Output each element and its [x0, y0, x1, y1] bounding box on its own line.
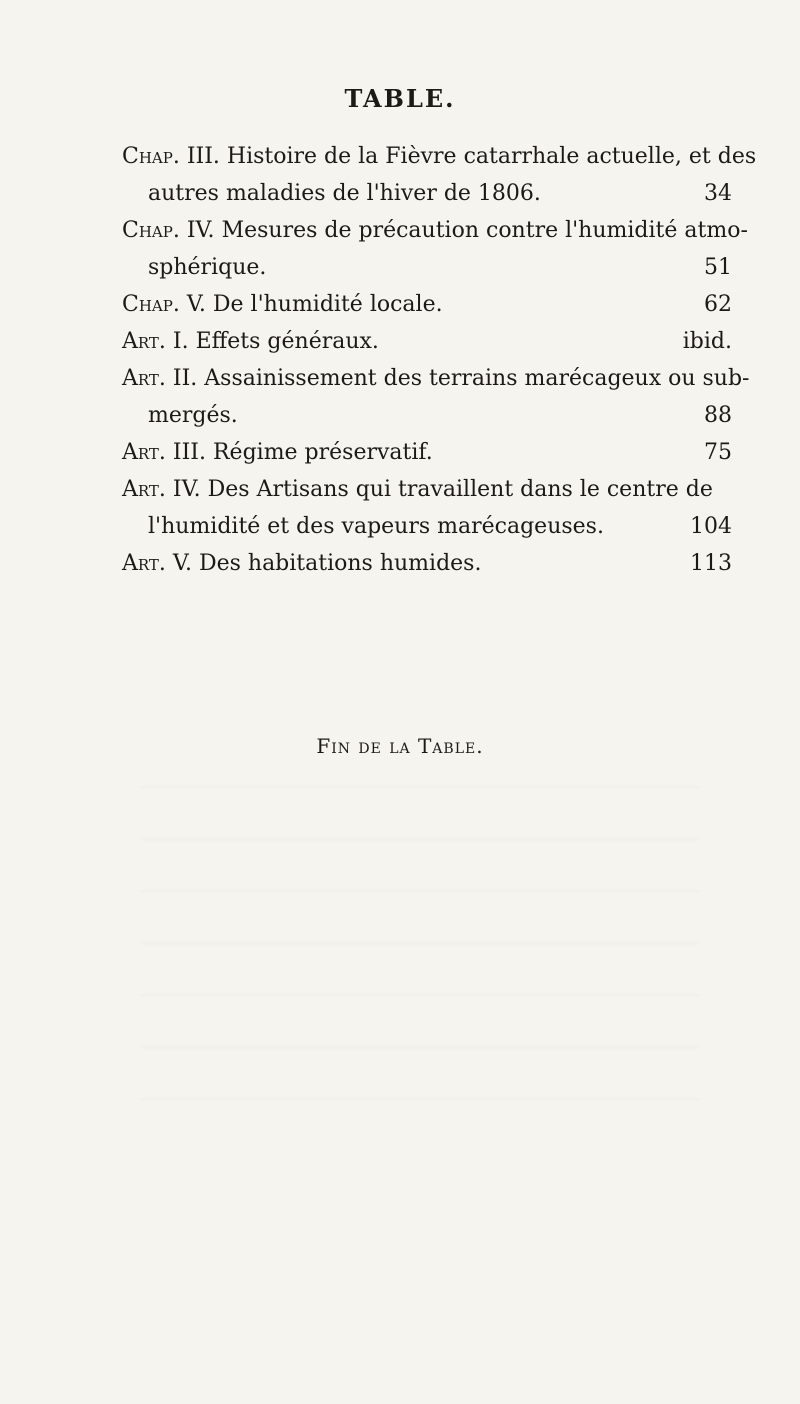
- entry-label: Art. II.: [122, 366, 198, 391]
- toc-entry-art-5: [122, 545, 738, 582]
- page-number: 34: [704, 181, 732, 206]
- entry-text: mergés.: [148, 403, 238, 428]
- toc-entry-chap-5: [122, 286, 738, 323]
- toc-entry-continuation: [122, 508, 738, 545]
- entry-label: Art. IV.: [122, 477, 201, 502]
- entry-text: Régime préservatif.: [212, 440, 433, 465]
- toc-entry-chap-4: [122, 212, 748, 249]
- page-number: ibid.: [682, 329, 732, 354]
- entry-text: Mesures de précaution contre l'humidité atmo-: [221, 218, 748, 243]
- page-title: TABLE.: [344, 84, 456, 113]
- entry-label: Art. V.: [122, 551, 192, 576]
- entry-label: Chap. IV.: [122, 218, 215, 243]
- entry-text: autres maladies de l'hiver de 1806.: [148, 181, 541, 206]
- entry-text: sphérique.: [148, 255, 267, 280]
- entry-text: Des habitations humides.: [198, 551, 482, 576]
- toc-entry-art-1: [122, 323, 738, 360]
- entry-text: Assainissement des terrains marécageux ou sub-: [204, 366, 750, 391]
- entry-label: Chap. V.: [122, 292, 206, 317]
- toc-entry-chap-3: [122, 138, 757, 175]
- table-of-contents: [122, 138, 757, 582]
- toc-entry-continuation: [122, 249, 738, 286]
- show-through-texture: [140, 780, 700, 1100]
- entry-label: Art. III.: [122, 440, 206, 465]
- entry-label: Art. I.: [122, 329, 189, 354]
- footer-text: Fin de la Table.: [316, 734, 484, 758]
- toc-entry-art-3: [122, 434, 738, 471]
- toc-entry-art-4: [122, 471, 738, 508]
- entry-text: Effets généraux.: [195, 329, 379, 354]
- page-number: 104: [690, 514, 732, 539]
- page-number: 51: [704, 255, 732, 280]
- page-number: 113: [690, 551, 732, 576]
- page-number: 75: [704, 440, 732, 465]
- toc-entry-continuation: [122, 175, 738, 212]
- page-number: 62: [704, 292, 732, 317]
- toc-entry-continuation: [122, 397, 738, 434]
- entry-label: Chap. III.: [122, 144, 220, 169]
- entry-text: Histoire de la Fièvre catarrhale actuelle, et des: [226, 144, 757, 169]
- entry-text: l'humidité et des vapeurs marécageuses.: [148, 514, 604, 539]
- end-of-table: [0, 734, 800, 758]
- toc-entry-art-2: [122, 360, 750, 397]
- entry-text: De l'humidité locale.: [212, 292, 443, 317]
- entry-text: Des Artisans qui travaillent dans le centre de: [207, 477, 713, 502]
- page-number: 88: [704, 403, 732, 428]
